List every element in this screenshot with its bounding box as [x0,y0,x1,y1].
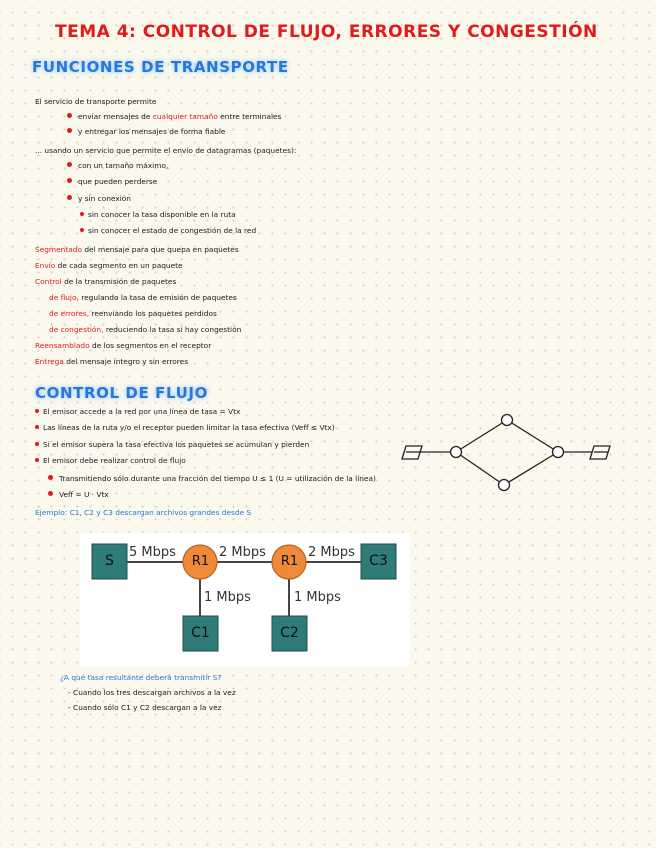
bullet-effective-rate: Las líneas de la ruta y/o el receptor pueden limitar la tasa efectiva (Veff ≤ Vtx) [35,423,335,432]
bullet-unknown-congestion: sin conocer el estado de congestión de la red [80,226,256,235]
node-c2-label: C2 [280,625,299,641]
line-send: Envío de cada segmento en un paquete [35,261,183,270]
node-c1-label: C1 [191,625,210,641]
diagram-link [504,452,558,485]
diagram-link [507,420,558,452]
diagram-node [553,447,564,458]
question-text: ¿A qué tasa resultante deberá transmitir S? [60,673,222,682]
using-text: ... usando un servicio que permite el envío de datagramas (paquetes): [35,146,297,155]
page-title: TEMA 4: CONTROL DE FLUJO, ERRORES Y CONGESTIÓN [55,22,598,42]
line-errors: de errores, reenviando los paquetes perdidos [49,309,217,318]
bullet-access-rate: El emisor accede a la red por una línea de tasa = Vtx [35,407,240,416]
node-c3-label: C3 [369,553,388,569]
diagram-link [456,452,504,485]
intro-text: El servicio de transporte permite [35,97,157,106]
line-delivery: Entrega del mensaje íntegro y sin errores [35,357,189,366]
flow-diagram [400,410,615,495]
bullet-formula: Veff = U · Vtx [48,490,109,499]
link-label-s-r1: 5 Mbps [129,545,176,560]
link-label-r1-c1: 1 Mbps [204,590,251,605]
bullet-must-control: El emisor debe realizar control de flujo [35,456,186,465]
line-congestion: de congestión, reduciendo la tasa si hay congestión [49,325,242,334]
bullet-overflow: Si el emisor supera la tasa efectiva los paquetes se acumulan y pierden [35,440,309,449]
bullet-fraction-time: Transmitiendo sólo durante una fracción del tiempo U ≤ 1 (U = utilización de la línea) [48,474,376,483]
line-reassembly: Reensamblado de los segmentos en el receptor [35,341,212,350]
bullet-can-lose: que pueden perderse [67,177,157,186]
answer-all: - Cuando los tres descargan archivos a la vez [68,688,236,697]
node-r1-right-label: R1 [280,554,299,569]
link-label-r1-c2: 1 Mbps [294,590,341,605]
answer-c1-c2: - Cuando sólo C1 y C2 descargan a la vez [68,703,222,712]
node-r1-left-label: R1 [191,554,210,569]
section-heading-flow-control: CONTROL DE FLUJO [35,384,208,402]
link-label-r1-c3: 2 Mbps [308,545,355,560]
diagram-link [456,420,507,452]
example-text: Ejemplo: C1, C2 y C3 descargan archivos grandes desde S [35,508,252,517]
diagram-node [502,415,513,426]
diagram-node [451,447,462,458]
node-s-label: S [105,553,114,569]
diagram-node [499,480,510,491]
link-label-r1-r1: 2 Mbps [219,545,266,560]
bullet-send: enviar mensajes de cualquier tamaño entre terminales [67,112,281,121]
bullet-no-connection: y sin conexión [67,194,131,203]
line-control: Control de la transmisión de paquetes [35,277,177,286]
bullet-deliver: y entregar los mensajes de forma fiable [67,127,225,136]
section-heading-transport: FUNCIONES DE TRANSPORTE [32,58,289,76]
line-flow: de flujo, regulando la tasa de emisión de paquetes [49,293,237,302]
bullet-unknown-rate: sin conocer la tasa disponible en la ruta [80,210,236,219]
bullet-max-size: con un tamaño máximo, [67,161,168,170]
line-segment: Segmentado del mensaje para que quepa en paquetes [35,245,239,254]
network-diagram [80,533,410,666]
